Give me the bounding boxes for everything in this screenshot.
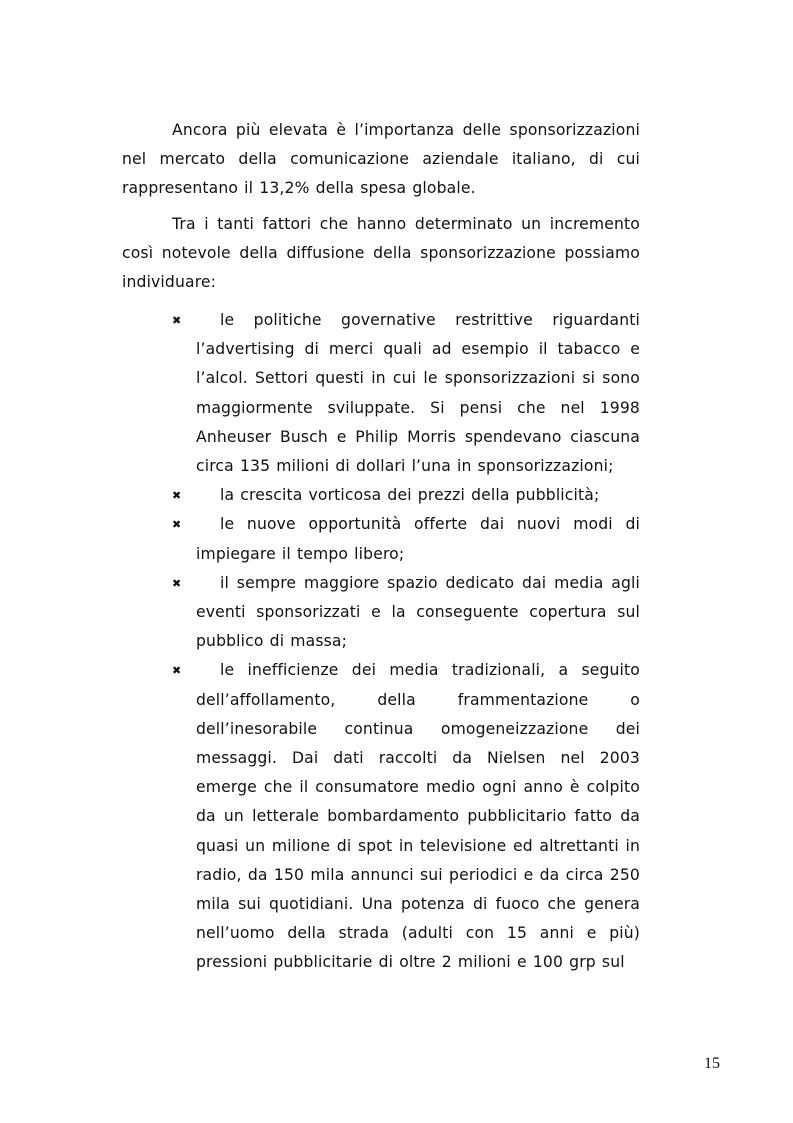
cross-bullet-icon: ✖ bbox=[172, 314, 182, 327]
list-item-text: le nuove opportunità offerte dai nuovi modi di impiegare il tempo libero; bbox=[196, 515, 640, 563]
body-paragraph-1: Ancora più elevata è l’importanza delle sponsorizzazioni nel mercato della comunicazione aziendale italiano, di cui rappresentano il 13,2% della spesa globale. bbox=[122, 121, 640, 198]
list-item-text: le politiche governative restrittive riguardanti l’advertising di merci quali ad esempio il tabacco e l’alcol. Settori questi in cui le sponsorizzazioni si sono maggiormente sviluppate. Si pensi che nel 1998 Anheuser Busch e Philip Morris spendevano ciascuna circa 135 milioni di dollari l’una in sponsorizzazioni; bbox=[196, 311, 640, 476]
factor-list bbox=[172, 306, 640, 978]
cross-bullet-icon: ✖ bbox=[172, 518, 182, 532]
list-item-text: il sempre maggiore spazio dedicato dai media agli eventi sponsorizzati e la conseguente copertura sul pubblico di massa; bbox=[196, 573, 640, 651]
list-item-text: la crescita vorticosa dei prezzi della pubblicità; bbox=[220, 486, 600, 505]
list-item-text: le inefficienze dei media tradizionali, a seguito dell’affollamento, della frammentazione o dell’inesorabile continua omogeneizzazione dei messaggi. Dai dati raccolti da Nielsen nel 2003 emerge che il consumatore medio ogni anno è colpito da un letterale bombardamento pubblicitario fatto da quasi un milione di spot in televisione ed altrettanti in radio, da 150 mila annunci sui periodici e da circa 250 mila sui quotidiani. Una potenza di fuoco che genera nell’uomo della strada (adulti con 15 anni e più) pressioni pubblicitarie di oltre 2 milioni e 100 grp sul bbox=[196, 661, 640, 972]
list-item bbox=[172, 510, 640, 568]
page-number: 15 bbox=[704, 1055, 720, 1072]
list-item bbox=[172, 569, 640, 657]
body-paragraph-2: Tra i tanti fattori che hanno determinato un incremento così notevole della diffusione della sponsorizzazione possiamo individuare: bbox=[122, 215, 640, 292]
list-item bbox=[172, 306, 640, 481]
list-item bbox=[172, 481, 640, 510]
list-item bbox=[172, 656, 640, 977]
cross-bullet-icon: ✖ bbox=[172, 576, 182, 590]
cross-bullet-icon: ✖ bbox=[172, 664, 182, 678]
cross-bullet-icon: ✖ bbox=[172, 489, 182, 503]
